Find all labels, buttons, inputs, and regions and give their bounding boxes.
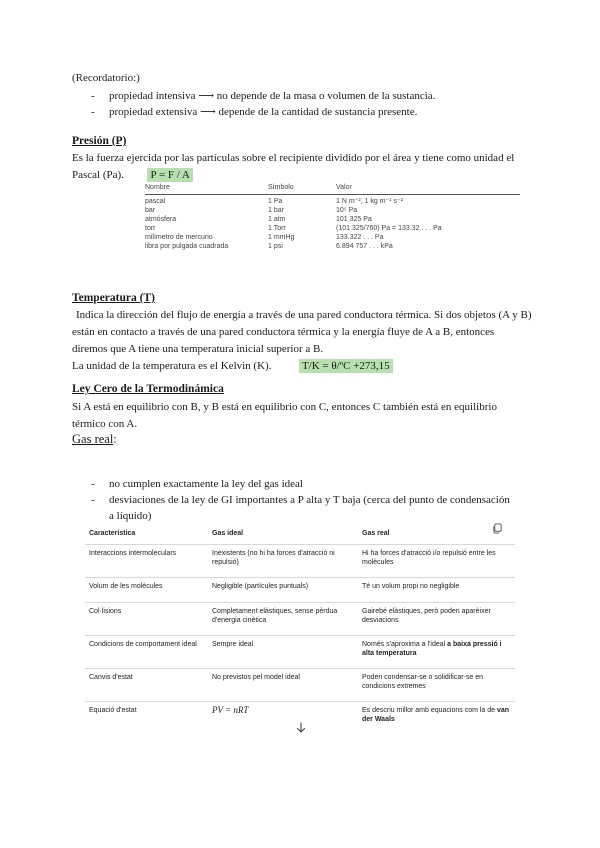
presion-formula: P = F / A <box>147 168 192 182</box>
table-cell: 1 Torr <box>268 225 286 232</box>
table-header: Gas ideal <box>212 529 244 537</box>
table-cell: pascal <box>145 198 166 205</box>
table-cell: 1 atm <box>268 216 286 223</box>
table-cell: 1 mmHg <box>268 234 295 241</box>
equation: PV = nRT <box>212 705 249 715</box>
table-cell: Equació d'estat <box>85 702 208 733</box>
table-row <box>85 603 515 636</box>
table-cell: bar <box>145 207 156 214</box>
table-cell: Inexistents (no hi ha forces d'atracció ni repulsió) <box>208 545 358 578</box>
ley-cero-heading: Ley Cero de la Termodinámica <box>72 383 224 395</box>
table-cell: Canvis d'estat <box>85 669 208 702</box>
table-row <box>145 215 520 224</box>
cell-text: Es descriu millor amb equacions com la de <box>362 707 498 714</box>
temperatura-unit-text: La unidad de la temperatura es el Kelvin (K). <box>72 360 272 372</box>
list-item: - no cumplen exactamente la ley del gas ideal <box>91 476 511 492</box>
table-cell <box>358 702 515 733</box>
pressure-units-table <box>145 183 520 251</box>
table-cell: 1 bar <box>268 207 284 214</box>
table-cell: 133.322 . . . Pa <box>336 234 384 241</box>
table-cell: 1 Pa <box>268 198 283 205</box>
recordatorio-list <box>91 88 531 120</box>
table-cell: Gairebé elàstiques, però poden aparèixer desviacions <box>358 603 515 636</box>
table-cell: Completament elàstiques, sense pèrdua d'energia cinètica <box>208 603 358 636</box>
cell-text-bold: a baixa pressió i alta temperatura <box>362 641 502 657</box>
table-cell: Té un volum propi no negligible <box>358 578 515 603</box>
table-cell: Sempre ideal <box>208 636 358 669</box>
table-cell: Hi ha forces d'atracció i/o repulsió entre les molècules <box>358 545 515 578</box>
table-row <box>85 545 515 578</box>
table-cell: 1 psi <box>268 243 283 250</box>
presion-heading: Presión (P) <box>72 135 127 147</box>
table-cell: Col·lisions <box>85 603 208 636</box>
table-header: Característica <box>89 529 136 537</box>
list-item: - propiedad intensiva ⟶ no depende de la masa o volumen de la sustancia. <box>91 88 531 104</box>
table-row <box>145 195 520 207</box>
cell-text: Només s'aproxima a l'ideal <box>362 641 448 648</box>
table-cell: Negligible (partícules puntuals) <box>208 578 358 603</box>
table-cell: No previstos pel model ideal <box>208 669 358 702</box>
table-cell: Volum de les molècules <box>85 578 208 603</box>
recordatorio-title: (Recordatorio:) <box>72 72 140 84</box>
table-cell: Interaccions intermoleculars <box>85 545 208 578</box>
temperatura-formula: T/K = θ/ºC +273,15 <box>299 359 393 373</box>
table-cell: libra por pulgada cuadrada <box>145 243 229 250</box>
table-row <box>145 233 520 242</box>
gas-comparison-table <box>85 522 515 732</box>
gas-real-list <box>91 476 511 524</box>
table-cell: torr <box>145 225 156 232</box>
table-cell: (101 325/760) Pa = 133.32 . . . Pa <box>336 225 442 232</box>
gas-real-heading: Gas real <box>72 432 114 446</box>
presion-text <box>72 150 532 184</box>
table-cell <box>208 702 358 733</box>
table-header: Valor <box>336 183 520 195</box>
cell-text-bold: van der Waals <box>362 707 510 723</box>
table-cell: Condicions de comportament ideal <box>85 636 208 669</box>
list-item: - propiedad extensiva ⟶ depende de la cantidad de sustancia presente. <box>91 104 531 120</box>
table-row <box>145 224 520 233</box>
table-header: Símbolo <box>268 183 336 195</box>
table-cell: 1 N m⁻², 1 kg m⁻¹ s⁻² <box>336 198 404 205</box>
table-cell: 101 325 Pa <box>336 216 372 223</box>
table-row <box>85 669 515 702</box>
table-row <box>85 636 515 669</box>
temperatura-heading: Temperatura (T) <box>72 292 155 304</box>
table-cell: Poden condensar-se o solidificar-se en condicions extremes <box>358 669 515 702</box>
temperatura-unit-line <box>72 358 532 375</box>
table-cell <box>358 636 515 669</box>
table-cell: 6.894 757 . . . kPa <box>336 243 393 250</box>
table-row <box>145 206 520 215</box>
gas-real-heading-suffix: : <box>113 432 117 446</box>
table-cell: atmósfera <box>145 216 177 223</box>
ley-cero-text: Si A está en equilibrio con B, y B está en equilibrio con C, entonces C también está en equilibrio térmico con A. <box>72 401 497 430</box>
table-cell: milímetro de mercurio <box>145 234 213 241</box>
arrow-down-icon[interactable] <box>295 721 307 735</box>
table-cell: 10⁵ Pa <box>336 207 358 214</box>
list-item: - desviaciones de la ley de GI importantes a P alta y T baja (cerca del punto de condensación a líquido) <box>91 492 511 524</box>
table-row <box>145 242 520 251</box>
temperatura-text: Indica la dirección del flujo de energía a través de una pared conductora térmica. Si dos objetos (A y B) están en contacto a través de una pared conductora térmica y la energía fluye de A a B, entonces diremos que A tiene una temperatura inicial superior a B. <box>72 309 532 355</box>
table-row <box>85 578 515 603</box>
table-header: Nombre <box>145 183 268 195</box>
gas-real-heading-line <box>72 431 117 448</box>
presion-description: Es la fuerza ejercida por las partículas sobre el recipiente dividido por el área y tiene como unidad el Pascal (Pa). <box>72 152 515 181</box>
table-header: Gas real <box>362 529 390 537</box>
